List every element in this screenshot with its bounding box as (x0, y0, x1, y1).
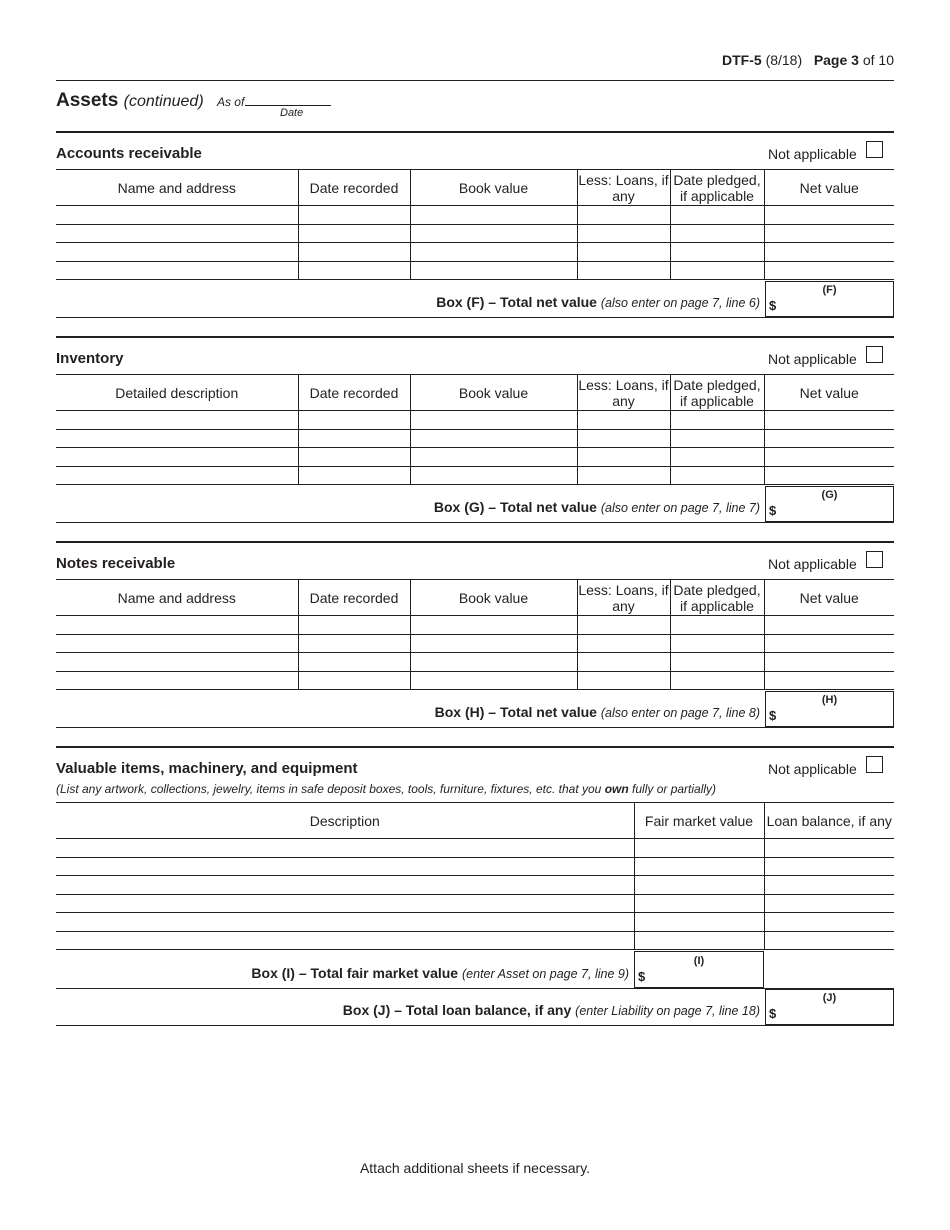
box-g-label: Box (G) – Total net value (also enter on page 7, line 7) (433, 499, 760, 515)
inventory-not-applicable-checkbox[interactable] (866, 346, 883, 363)
table-cell[interactable] (56, 429, 298, 448)
table-cell[interactable] (764, 243, 894, 262)
table-cell[interactable] (410, 206, 577, 225)
table-cell[interactable] (764, 634, 894, 653)
table-cell[interactable] (764, 894, 894, 913)
page-number: 3 (851, 52, 859, 68)
table-cell[interactable] (56, 206, 298, 225)
table-cell[interactable] (670, 671, 764, 690)
table-cell[interactable] (577, 634, 670, 653)
box-j-label: Box (J) – Total loan balance, if any (enter Liability on page 7, line 18) (342, 1002, 760, 1018)
column-header: Date pledged, if applicable (670, 580, 764, 616)
table-cell[interactable] (764, 411, 894, 430)
table-cell[interactable] (298, 448, 410, 467)
table-cell[interactable] (298, 243, 410, 262)
table-row (56, 634, 894, 653)
table-cell[interactable] (56, 224, 298, 243)
valuables-not-applicable-checkbox[interactable] (866, 756, 883, 773)
table-cell[interactable] (410, 653, 577, 672)
table-cell[interactable] (56, 931, 634, 950)
table-cell[interactable] (670, 429, 764, 448)
table-cell[interactable] (298, 261, 410, 280)
table-cell[interactable] (764, 857, 894, 876)
table-cell[interactable] (410, 243, 577, 262)
table-row (56, 243, 894, 262)
table-row (56, 839, 894, 858)
box-j-code: (J) (822, 992, 837, 1004)
page-label: Page (813, 52, 848, 68)
table-row (56, 616, 894, 635)
section-divider (56, 541, 894, 543)
table-cell[interactable] (56, 411, 298, 430)
accounts-not-applicable-label: Not applicable (768, 146, 857, 162)
table-cell[interactable] (410, 261, 577, 280)
table-cell[interactable] (634, 931, 764, 950)
accounts-receivable-table (56, 169, 894, 280)
column-header: Net value (764, 580, 894, 616)
footer-note: Attach additional sheets if necessary. (359, 1160, 591, 1176)
table-cell[interactable] (670, 411, 764, 430)
table-cell[interactable] (298, 653, 410, 672)
column-header: Name and address (56, 170, 298, 206)
notes-receivable-title: Notes receivable (56, 555, 176, 572)
form-number: DTF-5 (722, 52, 762, 68)
column-header: Date pledged, if applicable (670, 375, 764, 411)
table-cell[interactable] (634, 857, 764, 876)
inventory-table (56, 374, 894, 485)
table-row (56, 411, 894, 430)
inventory-title: Inventory (56, 350, 124, 367)
column-header: Less: Loans, if any (578, 581, 669, 614)
table-cell[interactable] (298, 671, 410, 690)
table-cell[interactable] (764, 931, 894, 950)
table-row (56, 466, 894, 485)
table-cell[interactable] (670, 243, 764, 262)
table-cell[interactable] (764, 653, 894, 672)
table-cell[interactable] (577, 261, 670, 280)
table-cell[interactable] (298, 634, 410, 653)
table-row (56, 894, 894, 913)
table-row (56, 876, 894, 895)
table-cell[interactable] (764, 616, 894, 635)
table-cell[interactable] (577, 671, 670, 690)
column-header: Date recorded (298, 170, 410, 206)
table-cell[interactable] (410, 671, 577, 690)
table-cell[interactable] (577, 616, 670, 635)
column-header: Less: Loans, if any (578, 376, 669, 409)
table-cell[interactable] (577, 653, 670, 672)
box-g-total-row (56, 486, 894, 523)
table-cell[interactable] (410, 634, 577, 653)
table-cell[interactable] (764, 448, 894, 467)
header-divider (56, 80, 894, 81)
column-header: Fair market value (634, 803, 764, 839)
dollar-sign: $ (769, 1006, 777, 1021)
table-cell[interactable] (410, 411, 577, 430)
column-header: Book value (410, 375, 577, 411)
table-cell[interactable] (410, 616, 577, 635)
table-cell[interactable] (410, 224, 577, 243)
form-revision: (8/18) (765, 52, 803, 68)
box-i-code: (I) (693, 955, 705, 967)
table-cell[interactable] (56, 466, 298, 485)
table-cell[interactable] (298, 466, 410, 485)
table-cell[interactable] (410, 448, 577, 467)
box-h-field[interactable] (765, 691, 894, 727)
box-f-field[interactable] (765, 281, 894, 317)
table-cell[interactable] (56, 894, 634, 913)
table-cell[interactable] (298, 206, 410, 225)
table-cell[interactable] (410, 429, 577, 448)
page-header (56, 52, 894, 80)
valuables-table (56, 802, 894, 950)
column-header: Description (56, 803, 634, 839)
column-header: Name and address (56, 580, 298, 616)
valuables-title: Valuable items, machinery, and equipment (56, 760, 358, 777)
column-header: Date pledged, if applicable (670, 170, 764, 206)
table-cell[interactable] (670, 466, 764, 485)
table-row (56, 429, 894, 448)
column-header: Book value (410, 170, 577, 206)
title-continued: (continued) (123, 93, 204, 110)
table-cell[interactable] (410, 466, 577, 485)
table-row (56, 448, 894, 467)
accounts-not-applicable-checkbox[interactable] (866, 141, 883, 158)
valuables-instructions: (List any artwork, collections, jewelry, items in safe deposit boxes, tools, furniture, fixtures, etc. that you own fully or partially) (56, 782, 717, 796)
table-cell[interactable] (764, 913, 894, 932)
table-cell[interactable] (670, 206, 764, 225)
column-header: Less: Loans, if any (578, 171, 669, 204)
column-header: Loan balance, if any (764, 803, 894, 839)
notes-not-applicable-checkbox[interactable] (866, 551, 883, 568)
dollar-sign: $ (769, 503, 777, 518)
box-h-label: Box (H) – Total net value (also enter on page 7, line 8) (434, 704, 760, 720)
box-i-label: Box (I) – Total fair market value (enter Asset on page 7, line 9) (251, 965, 629, 981)
table-row (56, 671, 894, 690)
section-divider (56, 131, 894, 133)
table-row (56, 206, 894, 225)
table-cell[interactable] (577, 411, 670, 430)
table-cell[interactable] (56, 839, 634, 858)
table-cell[interactable] (764, 466, 894, 485)
section-divider (56, 336, 894, 338)
title-main: Assets (56, 90, 119, 111)
table-cell[interactable] (56, 261, 298, 280)
table-cell[interactable] (56, 616, 298, 635)
notes-receivable-table (56, 579, 894, 690)
column-header: Detailed description (56, 375, 298, 411)
box-g-code: (G) (821, 489, 838, 501)
notes-not-applicable-label: Not applicable (768, 556, 857, 572)
box-i-field[interactable] (634, 951, 764, 988)
dollar-sign: $ (769, 298, 777, 313)
table-row (56, 931, 894, 950)
table-cell[interactable] (577, 243, 670, 262)
inventory-not-applicable-label: Not applicable (768, 351, 857, 367)
table-cell[interactable] (670, 653, 764, 672)
table-cell[interactable] (577, 224, 670, 243)
table-cell[interactable] (764, 839, 894, 858)
table-cell[interactable] (764, 671, 894, 690)
table-cell[interactable] (56, 634, 298, 653)
table-cell[interactable] (764, 224, 894, 243)
table-cell[interactable] (764, 429, 894, 448)
valuables-not-applicable-label: Not applicable (768, 761, 857, 777)
column-header: Net value (764, 375, 894, 411)
table-cell[interactable] (298, 411, 410, 430)
table-row (56, 857, 894, 876)
table-row (56, 261, 894, 280)
box-f-code: (F) (822, 284, 837, 296)
box-g-field[interactable] (765, 486, 894, 522)
accounts-receivable-title: Accounts receivable (56, 145, 202, 162)
table-cell[interactable] (764, 206, 894, 225)
table-row (56, 224, 894, 243)
table-cell[interactable] (56, 448, 298, 467)
table-cell[interactable] (298, 616, 410, 635)
table-cell[interactable] (764, 876, 894, 895)
table-row (56, 913, 894, 932)
table-cell[interactable] (634, 876, 764, 895)
date-label: Date (280, 107, 304, 119)
table-cell[interactable] (56, 653, 298, 672)
page-total: of 10 (862, 52, 894, 68)
as-of-label: As of (216, 95, 245, 109)
table-cell[interactable] (56, 671, 298, 690)
dollar-sign: $ (769, 708, 777, 723)
box-h-code: (H) (821, 694, 838, 706)
box-f-total-row (56, 281, 894, 318)
box-f-label: Box (F) – Total net value (also enter on page 7, line 6) (436, 294, 760, 310)
column-header: Book value (410, 580, 577, 616)
table-cell[interactable] (298, 429, 410, 448)
table-cell[interactable] (634, 913, 764, 932)
table-cell[interactable] (56, 857, 634, 876)
table-cell[interactable] (670, 224, 764, 243)
box-j-field[interactable] (765, 989, 894, 1025)
table-cell[interactable] (298, 224, 410, 243)
column-header: Date recorded (298, 375, 410, 411)
column-header: Date recorded (298, 580, 410, 616)
section-divider (56, 746, 894, 748)
table-cell[interactable] (56, 876, 634, 895)
table-cell[interactable] (577, 206, 670, 225)
as-of-date-field[interactable] (245, 105, 331, 106)
box-h-total-row (56, 691, 894, 728)
page-title (56, 90, 244, 112)
table-cell[interactable] (577, 429, 670, 448)
table-cell[interactable] (670, 261, 764, 280)
table-cell[interactable] (56, 243, 298, 262)
table-cell[interactable] (670, 634, 764, 653)
box-j-total-row (56, 989, 894, 1026)
table-cell[interactable] (670, 616, 764, 635)
table-cell[interactable] (577, 448, 670, 467)
table-cell[interactable] (634, 894, 764, 913)
box-i-total-row (56, 951, 894, 989)
table-cell[interactable] (670, 448, 764, 467)
dollar-sign: $ (638, 969, 646, 984)
column-header: Net value (764, 170, 894, 206)
table-cell[interactable] (577, 466, 670, 485)
table-row (56, 653, 894, 672)
table-cell[interactable] (56, 913, 634, 932)
table-cell[interactable] (764, 261, 894, 280)
table-cell[interactable] (634, 839, 764, 858)
